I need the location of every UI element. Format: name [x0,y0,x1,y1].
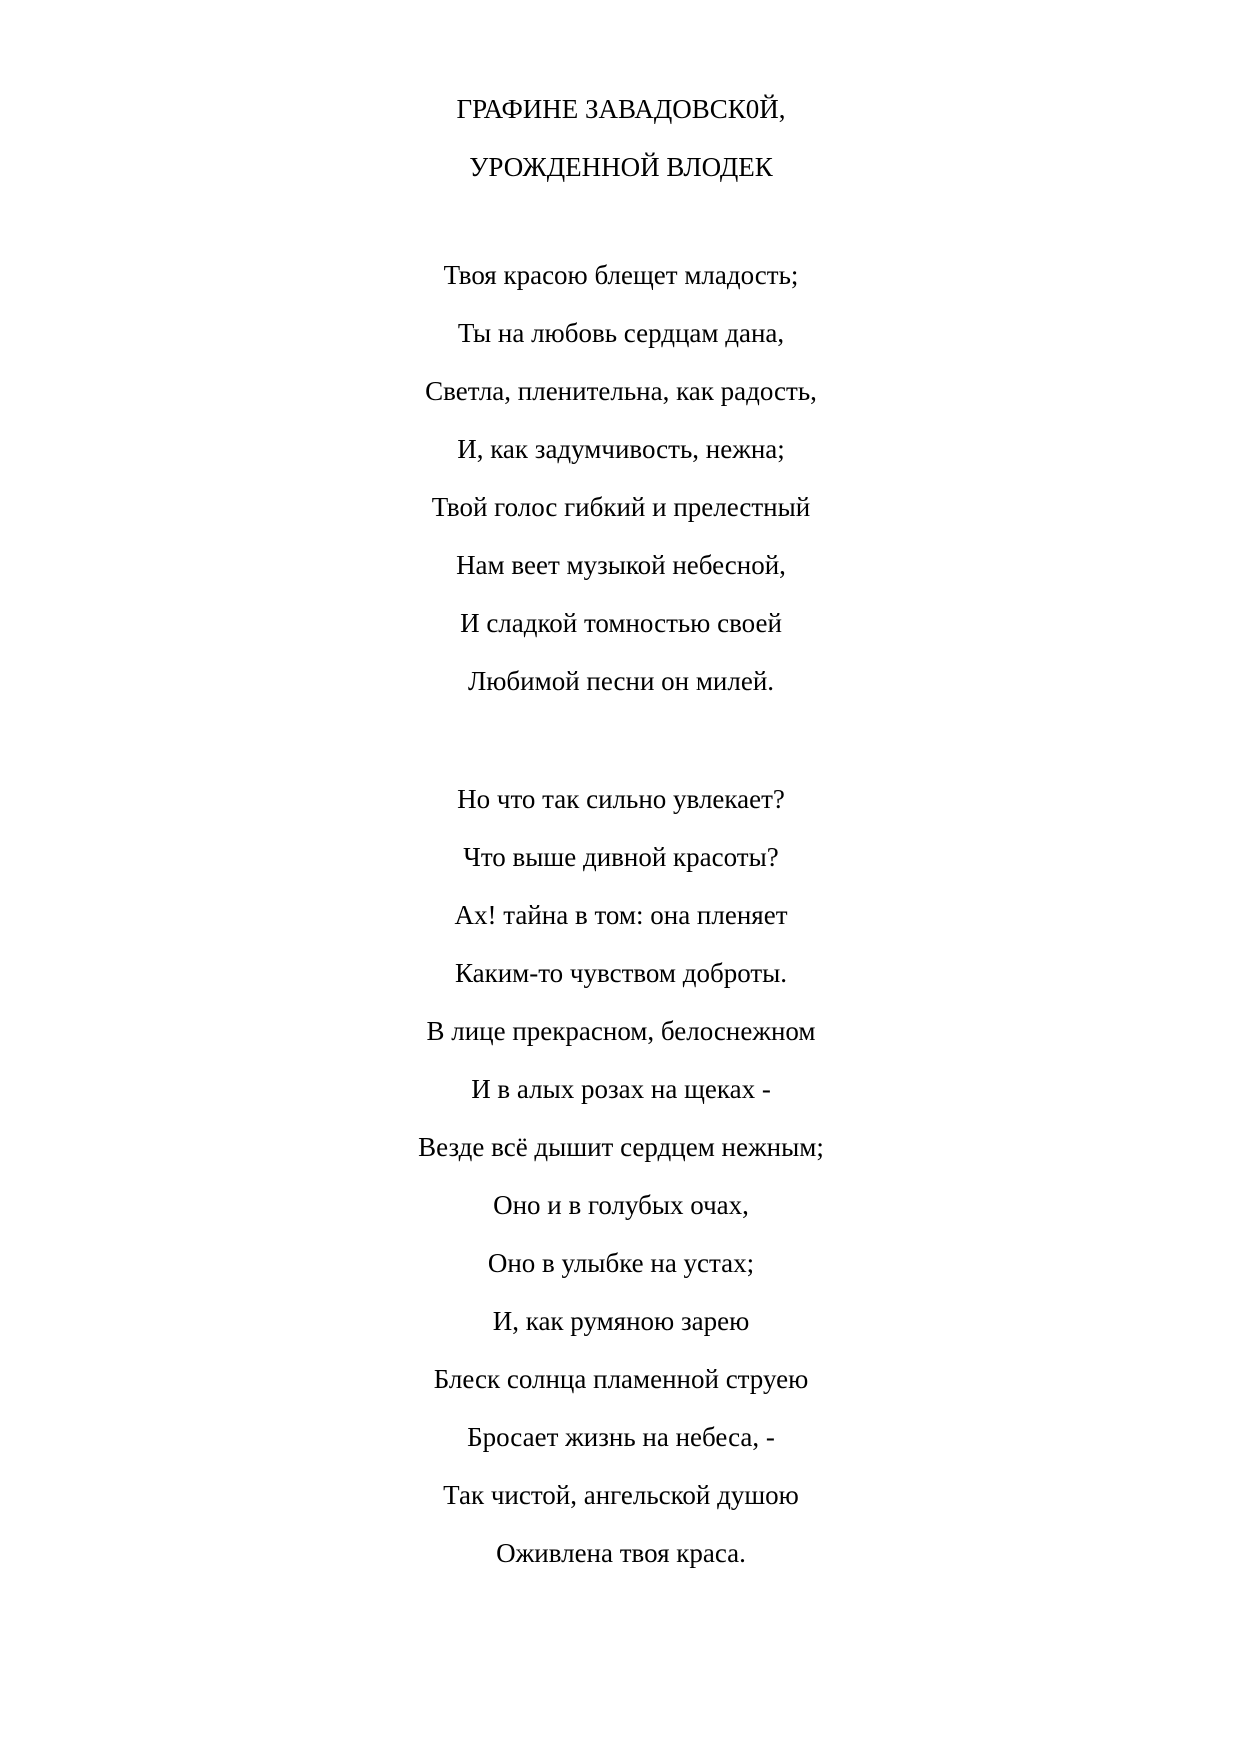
verse-line: И, как задумчивость, нежна; [457,434,785,464]
verse-line: Бросает жизнь на небеса, - [467,1422,775,1452]
verse-line: Везде всё дышит сердцем нежным; [418,1132,824,1162]
poem-title [0,80,1242,196]
verse-line: Так чистой, ангельской душою [443,1480,799,1510]
verse-line: Оно в улыбке на устах; [487,1248,755,1278]
verse-line: Блеск солнца пламенной струею [433,1364,809,1394]
verse-line: Светла, пленительна, как радость, [425,376,817,406]
verse-line: В лице прекрасном, белоснежном [426,1016,816,1046]
verse-line: Каким-то чувством доброты. [454,958,788,988]
verse-line: Ты на любовь сердцам дана, [457,318,785,348]
verse-line: Ах! тайна в том: она пленяет [454,900,788,930]
title-line: ГРАФИНЕ ЗАВАДОВСК0Й, [456,94,786,124]
verse-line: И сладкой томностью своей [460,608,782,638]
verse-line: Оно и в голубых очах, [493,1190,749,1220]
verse-line: Твой голос гибкий и прелестный [431,492,811,522]
verse-line: Но что так сильно увлекает? [457,784,785,814]
verse-line: Что выше дивной красоты? [463,842,779,872]
verse-line: Любимой песни он милей. [467,666,775,696]
title-line: УРОЖДЕННОЙ ВЛОДЕК [469,152,773,182]
stanza-1 [0,246,1242,710]
verse-line: И, как румяною зарею [492,1306,750,1336]
verse-line: Оживлена твоя краса. [496,1538,746,1568]
stanza-2 [0,770,1242,1582]
verse-line: Твоя красою блещет младость; [443,260,799,290]
verse-line: Нам веет музыкой небесной, [456,550,786,580]
verse-line: И в алых розах на щеках - [471,1074,771,1104]
